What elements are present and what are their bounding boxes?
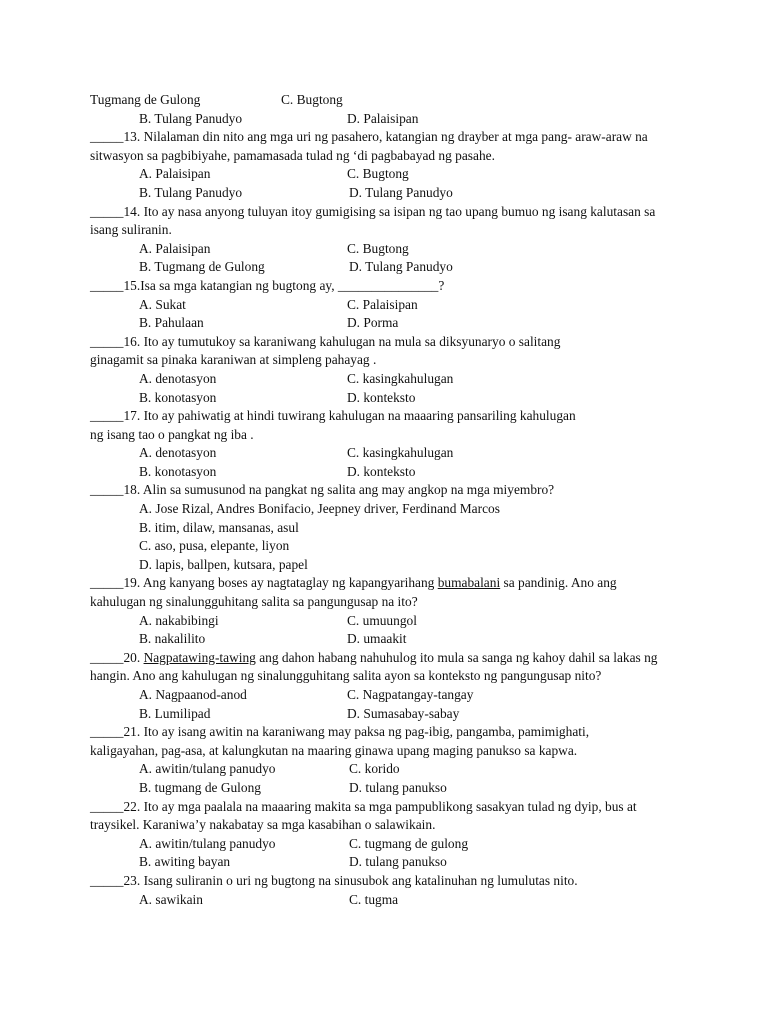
q20-option-d: D. Sumasabay-sabay xyxy=(347,705,460,721)
q19-option-b: B. nakalilito xyxy=(139,631,206,647)
q17-option-d: D. konteksto xyxy=(347,463,416,479)
q20-options-row-1 xyxy=(90,686,690,705)
q21-options-row-2 xyxy=(90,779,690,798)
q15-stem-line-1: _____15.Isa sa mga katangian ng bugtong ay, _______________? xyxy=(90,277,445,293)
q15-option-b: B. Pahulaan xyxy=(139,315,204,331)
q16-option-a: A. denotasyon xyxy=(139,370,217,386)
q13-stem-line-2: sitwasyon sa pagbibiyahe, pamamasada tulad ng ‘di pagbabayad ng pasahe. xyxy=(90,147,495,163)
q20-option-b: B. Lumilipad xyxy=(139,705,211,721)
q23-stem-line-1: _____23. Isang suliranin o uri ng bugtong na sinusubok ang katalinuhan ng lumulutas nito. xyxy=(90,872,578,888)
q17-option-a: A. denotasyon xyxy=(139,445,217,461)
q16-option-c: C. kasingkahulugan xyxy=(347,370,454,386)
q12-option-c: C. Bugtong xyxy=(281,92,343,107)
q14-option-b: B. Tugmang de Gulong xyxy=(139,259,265,275)
q22-option-d: D. tulang panukso xyxy=(349,854,447,870)
q15-options-row-2 xyxy=(90,314,690,333)
q22-option-c: C. tugmang de gulong xyxy=(349,835,469,851)
q20-stem-pre: _____20. xyxy=(90,649,144,665)
q18-option-c: C. aso, pusa, elepante, liyon xyxy=(139,538,290,554)
q21-option-d: D. tulang panukso xyxy=(349,779,447,795)
q14-stem-line-2: isang suliranin. xyxy=(90,222,172,238)
q21-stem-line-1: _____21. Ito ay isang awitin na karaniwang may paksa ng pag-ibig, pangamba, pamimighati, xyxy=(90,724,590,740)
q16-stem-line-1: _____16. Ito ay tumutukoy sa karaniwang kahulugan na mula sa diksyunaryo o salitang xyxy=(90,333,561,349)
q13-option-c: C. Bugtong xyxy=(347,166,409,182)
q20-options-row-2 xyxy=(90,705,690,724)
q19-underlined-word: bumabalani xyxy=(437,575,501,591)
q19-options-row-2 xyxy=(90,630,690,649)
q19-stem-post: sa pandinig. Ano ang xyxy=(500,575,617,591)
q18-option-b: B. itim, dilaw, mansanas, asul xyxy=(139,519,299,535)
q13-option-d: D. Tulang Panudyo xyxy=(349,184,453,200)
q23-option-a: A. sawikain xyxy=(139,891,203,907)
q17-stem-line-2: ng isang tao o pangkat ng iba . xyxy=(90,426,254,442)
q16-options-row-1 xyxy=(90,370,690,389)
q16-stem-line-2: ginagamit sa pinaka karaniwan at simpleng pahayag . xyxy=(90,352,377,368)
q19-option-c: C. umuungol xyxy=(347,612,417,628)
q22-options-row-2 xyxy=(90,853,690,872)
q21-option-b: B. tugmang de Gulong xyxy=(139,779,261,795)
q19-options-row-1 xyxy=(90,612,690,631)
q12-options-row-1 xyxy=(90,91,690,110)
q12-option-text: Tugmang de Gulong xyxy=(90,92,201,107)
q14-option-a: A. Palaisipan xyxy=(139,240,211,256)
q22-options-row-1 xyxy=(90,835,690,854)
q17-options-row-1 xyxy=(90,444,690,463)
q14-option-d: D. Tulang Panudyo xyxy=(349,259,453,275)
q21-option-a: A. awitin/tulang panudyo xyxy=(139,761,276,777)
q19-option-a: A. nakabibingi xyxy=(139,612,219,628)
q17-option-b: B. konotasyon xyxy=(139,463,217,479)
q13-stem-line-1: _____13. Nilalaman din nito ang mga uri ng pasahero, katangian ng drayber at mga pang- araw-araw na xyxy=(90,129,648,145)
q14-options-row-1 xyxy=(90,240,690,259)
q23-option-c: C. tugma xyxy=(349,891,399,907)
q18-option-a: A. Jose Rizal, Andres Bonifacio, Jeepney driver, Ferdinand Marcos xyxy=(139,501,500,517)
q23-options-row-1 xyxy=(90,891,690,910)
q20-underlined-word: Nagpatawing-tawing xyxy=(143,649,256,665)
q19-option-d: D. umaakit xyxy=(347,631,407,647)
q20-option-c: C. Nagpatangay-tangay xyxy=(347,687,474,702)
q19-stem-pre: _____19. Ang kanyang boses ay nagtataglay ng kapangyarihang xyxy=(90,575,438,591)
q14-stem-line-1: _____14. Ito ay nasa anyong tuluyan itoy gumigising sa isipan ng tao upang bumuo ng isang kalutasan sa xyxy=(90,203,656,219)
q17-stem-line-1: _____17. Ito ay pahiwatig at hindi tuwirang kahulugan na maaaring pansariling kahulugan xyxy=(90,408,576,424)
q18-option-d: D. lapis, ballpen, kutsara, papel xyxy=(139,556,308,572)
q15-option-d: D. Porma xyxy=(347,315,399,331)
q12-option-b: B. Tulang Panudyo xyxy=(139,110,243,126)
q19-stem-line-2: kahulugan ng sinalungguhitang salita sa pangungusap na ito? xyxy=(90,594,418,610)
q19-stem-line-1 xyxy=(90,574,690,593)
q15-option-a: A. Sukat xyxy=(139,296,186,312)
q22-stem-line-2: traysikel. Karaniwa’y nakabatay sa mga kasabihan o salawikain. xyxy=(90,817,436,833)
q15-options-row-1 xyxy=(90,296,690,315)
q13-option-a: A. Palaisipan xyxy=(139,166,211,182)
q21-option-c: C. korido xyxy=(349,761,400,777)
q12-option-d: D. Palaisipan xyxy=(347,110,419,126)
q13-options-row-2 xyxy=(90,184,690,203)
q13-option-b: B. Tulang Panudyo xyxy=(139,184,243,200)
q20-stem-post: ang dahon habang nahuhulog ito mula sa sanga ng kahoy dahil sa lakas ng xyxy=(255,649,658,665)
q21-stem-line-2: kaligayahan, pag-asa, at kalungkutan na maaring ginawa upang maging panukso sa kapwa. xyxy=(90,742,578,758)
q21-options-row-1 xyxy=(90,760,690,779)
q17-options-row-2 xyxy=(90,463,690,482)
q22-option-a: A. awitin/tulang panudyo xyxy=(139,835,276,851)
q16-option-d: D. konteksto xyxy=(347,389,416,405)
q14-options-row-2 xyxy=(90,258,690,277)
q15-option-c: C. Palaisipan xyxy=(347,296,418,312)
q16-options-row-2 xyxy=(90,389,690,408)
q22-option-b: B. awiting bayan xyxy=(139,854,231,870)
q14-option-c: C. Bugtong xyxy=(347,240,409,256)
q20-stem-line-1 xyxy=(90,649,690,668)
q12-options-row-2 xyxy=(90,110,690,129)
q17-option-c: C. kasingkahulugan xyxy=(347,445,454,461)
q20-stem-line-2: hangin. Ano ang kahulugan ng sinalungguhitang salita ayon sa konteksto ng pangungusap nito? xyxy=(90,668,602,684)
q16-option-b: B. konotasyon xyxy=(139,389,217,405)
q22-stem-line-1: _____22. Ito ay mga paalala na maaaring makita sa mga pampublikong sasakyan tulad ng dyip, bus at xyxy=(90,798,637,814)
q20-option-a: A. Nagpaanod-anod xyxy=(139,687,247,702)
q18-stem-line-1: _____18. Alin sa sumusunod na pangkat ng salita ang may angkop na mga miyembro? xyxy=(90,482,555,498)
q13-options-row-1 xyxy=(90,165,690,184)
worksheet-page xyxy=(90,91,690,909)
